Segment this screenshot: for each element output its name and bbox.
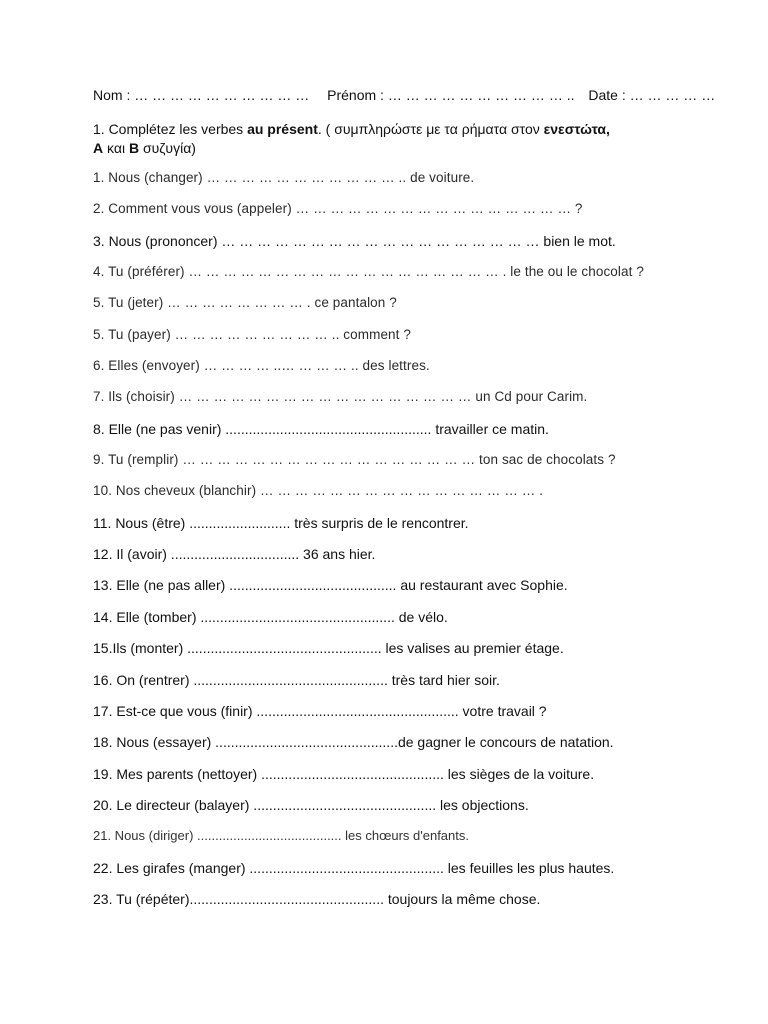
exercise-item: 7. Ils (choisir) … … … … … … … … … … … … … … … … … un Cd pour Carim.: [93, 389, 588, 405]
exercise-item: 23. Tu (répéter).................................................. toujours la même chose.: [93, 890, 541, 907]
exercise-item: 1. Nous (changer) … … … … … … … … … … … .. de voiture.: [93, 170, 475, 185]
exercise-item: 2. Comment vous vous (appeler) … … … … … … … … … … … … … … … … ?: [93, 201, 583, 217]
instruction-conjugation: συζυγία): [139, 140, 196, 156]
exercise-item: 21. Nous (diriger) ........................................ les chœurs d'enfants.: [93, 828, 469, 844]
instruction-greek-text: . ( συμπληρώστε με τα ρήματα στον: [317, 121, 544, 137]
exercise-instruction: [93, 120, 693, 158]
exercise-item: 18. Nous (essayer) ...............................................de gagner le concours de natation.: [93, 734, 614, 751]
exercise-item: 6. Elles (envoyer) … … … … ..… … … … .. des lettres.: [93, 358, 430, 374]
exercise-item: 5. Tu (payer) … … … … … … … … … .. comment ?: [93, 326, 411, 342]
exercise-item: 10. Nos cheveux (blanchir) … … … … … … … … … … … … … … … … .: [93, 483, 544, 499]
exercise-item: 12. Il (avoir) ................................. 36 ans hier.: [93, 546, 376, 563]
exercise-item: 13. Elle (ne pas aller) ........................................... au restaurant avec Sophie.: [93, 577, 568, 594]
exercise-item: 4. Tu (préférer) … … … … … … … … … … … … … … … … … … . le the ou le chocolat ?: [93, 264, 644, 280]
exercise-item: 15.Ils (monter) .................................................. les valises au premier étage.: [93, 640, 564, 657]
exercise-item: 11. Nous (être) .......................... très surpris de le rencontrer.: [93, 514, 469, 531]
exercise-item: 14. Elle (tomber) .................................................. de vélo.: [93, 608, 448, 625]
exercise-item: 22. Les girafes (manger) .................................................. les feuilles les plus hautes.: [93, 859, 615, 876]
exercise-list: [93, 169, 713, 921]
instruction-greek-tense: ενεστώτα,: [543, 121, 610, 137]
instruction-and: και: [103, 140, 129, 156]
exercise-item: 17. Est-ce que vous (finir) .................................................... votre travail ?: [93, 702, 547, 719]
first-name-field: Prénom : … … … … … … … … … … ..: [327, 87, 575, 103]
exercise-item: 20. Le directeur (balayer) ............................................... les objections.: [93, 796, 529, 813]
exercise-item: 19. Mes parents (nettoyer) ............................................... les sièges de la voiture.: [93, 765, 595, 782]
name-field: Nom : … … … … … … … … … …: [93, 87, 310, 103]
exercise-item: 3. Nous (prononcer) … … … … … … … … … … … … … … … … … … bien le mot.: [93, 232, 616, 249]
exercise-item: 5. Tu (jeter) … … … … … … … … . ce pantalon ?: [93, 295, 397, 311]
instruction-tense: au présent: [247, 121, 318, 137]
instruction-text: 1. Complétez les verbes: [93, 121, 248, 137]
exercise-item: 9. Tu (remplir) … … … … … … … … … … … … … … … … … ton sac de chocolats ?: [93, 452, 616, 468]
exercise-item: 16. On (rentrer) .................................................. très tard hier soir.: [93, 671, 500, 688]
instruction-group-a: A: [93, 140, 104, 156]
instruction-group-b: B: [128, 140, 140, 156]
date-field: Date : … … … … …: [588, 87, 716, 103]
exercise-item: 8. Elle (ne pas venir) ..................................................... travailler ce matin.: [93, 420, 549, 437]
student-info-header: [93, 87, 715, 103]
